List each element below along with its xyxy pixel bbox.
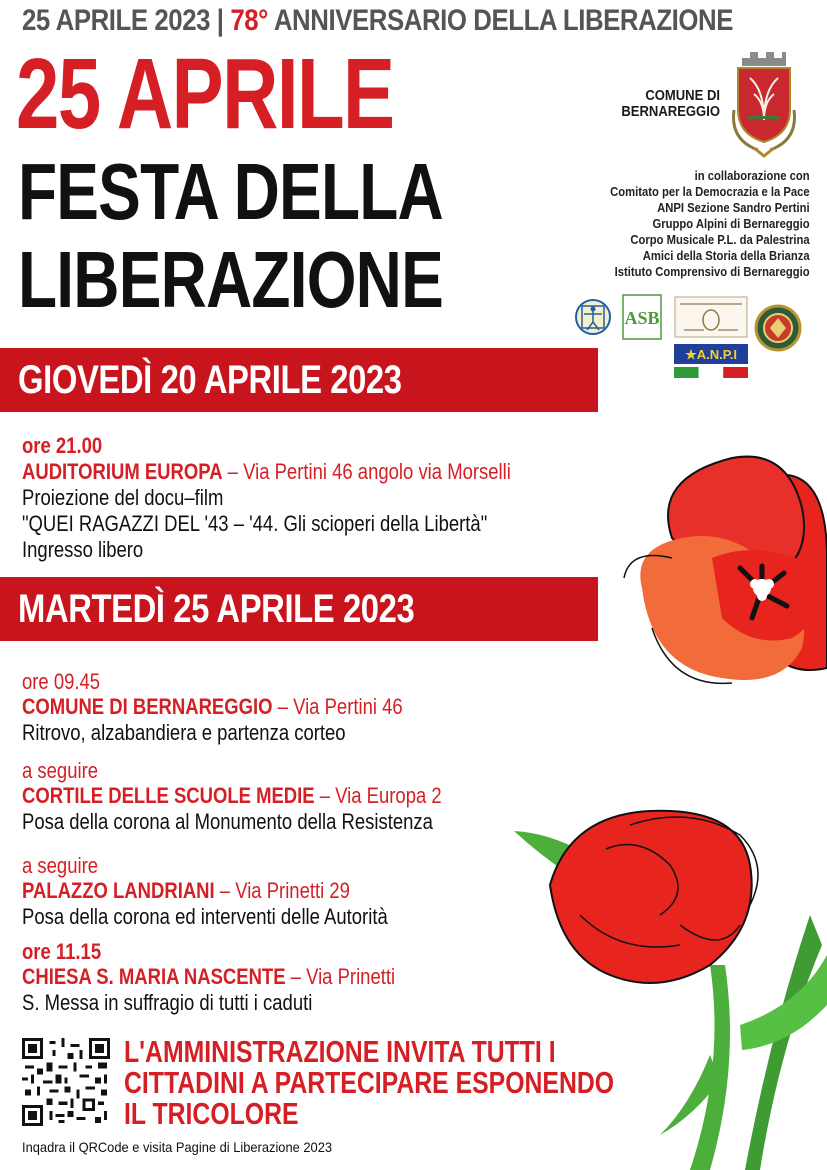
alpini-logo-icon (754, 304, 802, 352)
header-anniversary-number: 78° (230, 4, 269, 37)
day1-desc-line: Proiezione del docu–film (22, 485, 224, 510)
collab-item: Istituto Comprensivo di Bernareggio (614, 265, 810, 279)
title-date: 25 APRILE (16, 38, 394, 150)
event-location: PALAZZO LANDRIANI – Via Prinetti 29 (22, 878, 350, 903)
event-location: CORTILE DELLE SCUOLE MEDIE – Via Europa 2 (22, 783, 442, 808)
comune-line2: BERNAREGGIO (621, 104, 720, 120)
header-date: 25 APRILE 2023 | (22, 4, 224, 37)
event-time: ore 11.15 (22, 939, 102, 964)
day1-banner-text: GIOVEDÌ 20 APRILE 2023 (18, 358, 402, 402)
anpi-logo-text: ★A.N.P.I (685, 347, 737, 362)
event-time: a seguire (22, 853, 99, 878)
collab-intro: in collaborazione con (694, 169, 810, 183)
collab-item: ANPI Sezione Sandro Pertini (657, 201, 810, 215)
day1-time: ore 21.00 (22, 433, 103, 458)
day1-location (22, 460, 604, 484)
band-logo-icon (674, 296, 748, 338)
invite-line: L'AMMINISTRAZIONE INVITA TUTTI I (124, 1034, 556, 1069)
comune-line1: COMUNE DI (645, 88, 720, 104)
asb-logo-text: ASB (624, 308, 660, 328)
coat-of-arms-icon (728, 50, 800, 160)
poppy-flower-illustration (612, 438, 827, 698)
collab-item: Comitato per la Democrazia e la Pace (610, 185, 810, 199)
event-location: CHIESA S. MARIA NASCENTE – Via Prinetti (22, 964, 396, 989)
event-time: ore 09.45 (22, 669, 101, 694)
invite-line: CITTADINI A PARTECIPARE ESPONENDO (124, 1065, 615, 1100)
partner-logos (570, 292, 820, 382)
event-description: Posa della corona al Monumento della Resistenza (22, 809, 433, 834)
collab-item: Gruppo Alpini di Bernareggio (652, 217, 810, 231)
day1-desc-line: "QUEI RAGAZZI DEL '43 – '44. Gli scioperi della Libertà" (22, 511, 488, 536)
asb-logo-icon (622, 294, 662, 340)
invitation-message (124, 1036, 737, 1129)
event-time: a seguire (22, 758, 99, 783)
event-description: Ritrovo, alzabandiera e partenza corteo (22, 720, 346, 745)
day1-banner (0, 348, 598, 412)
qr-code-icon[interactable] (22, 1038, 110, 1126)
event-description: S. Messa in suffragio di tutti i caduti (22, 990, 313, 1015)
invite-line: IL TRICOLORE (124, 1096, 299, 1131)
collaboration-list (611, 168, 810, 280)
event-location: COMUNE DI BERNAREGGIO – Via Pertini 46 (22, 694, 403, 719)
header-anniversary-text: ANNIVERSARIO DELLA LIBERAZIONE (273, 4, 734, 37)
anniversary-header (22, 4, 733, 38)
anpi-logo-icon (674, 344, 748, 378)
title-line-liberazione: LIBERAZIONE (18, 235, 443, 324)
vitruvian-logo-icon (574, 298, 612, 336)
day2-banner (0, 577, 598, 641)
qr-caption: Inqadra il QRCode e visita Pagine di Liberazione 2023 (22, 1139, 333, 1155)
day1-address: – Via Pertini 46 angolo via Morselli (222, 459, 511, 484)
day1-desc-line: Ingresso libero (22, 537, 144, 562)
collab-item: Corpo Musicale P.L. da Palestrina (630, 233, 810, 247)
day2-banner-text: MARTEDÌ 25 APRILE 2023 (18, 587, 415, 631)
title-line-festa: FESTA DELLA (18, 147, 443, 236)
day1-place: AUDITORIUM EUROPA (22, 459, 223, 484)
event-description: Posa della corona ed interventi delle Autorità (22, 904, 388, 929)
comune-name (616, 88, 720, 120)
collab-item: Amici della Storia della Brianza (643, 249, 810, 263)
